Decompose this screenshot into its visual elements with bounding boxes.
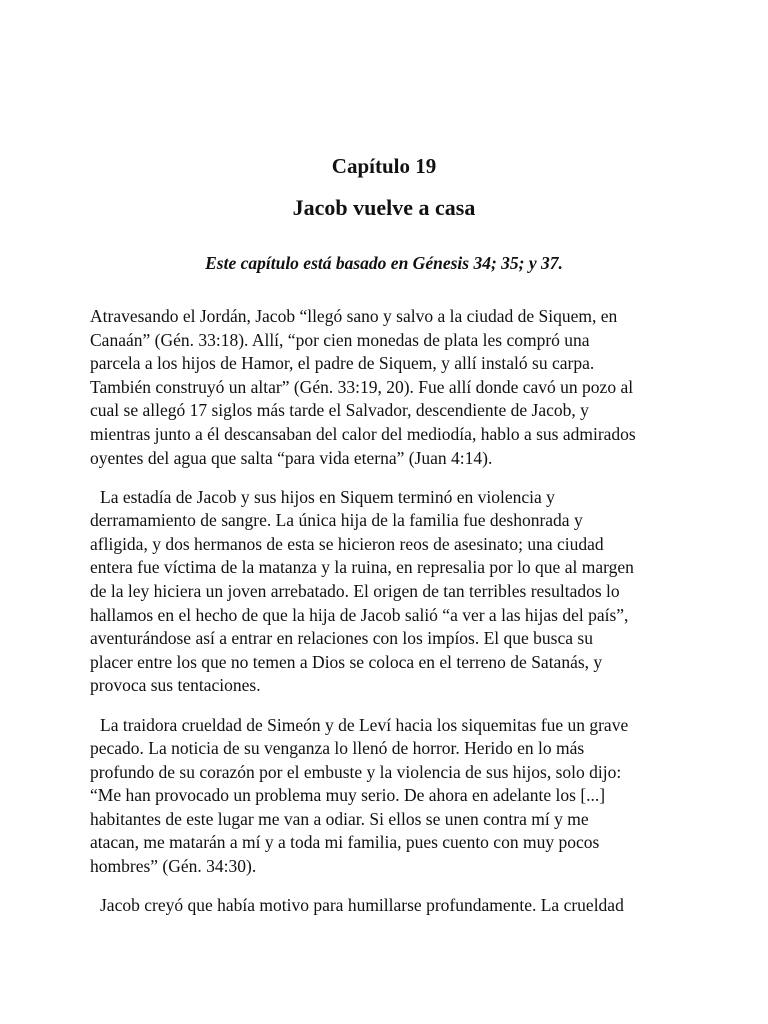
- body-text: [90, 305, 690, 933]
- text-line: placer entre los que no temen a Dios se coloca en el terreno de Satanás, y: [90, 651, 603, 672]
- text-line: hallamos en el hecho de que la hija de Jacob salió “a ver a las hijas del país”,: [90, 604, 629, 625]
- text-line: Jacob creyó que había motivo para humillarse profundamente. La crueldad: [100, 895, 624, 916]
- chapter-number: Capítulo 19: [331, 154, 437, 178]
- text-line: parcela a los hijos de Hamor, el padre de Siquem, y allí instaló su carpa.: [90, 353, 595, 374]
- paragraph-1: [90, 305, 690, 470]
- text-line: aventurándose así a entrar en relaciones con los impíos. El que busca su: [90, 628, 593, 649]
- text-line: cual se allegó 17 siglos más tarde el Salvador, descendiente de Jacob, y: [90, 400, 589, 421]
- text-line: Atravesando el Jordán, Jacob “llegó sano y salvo a la ciudad de Siquem, en: [90, 306, 618, 326]
- text-line: mientras junto a él descansaban del calor del mediodía, hablo a sus admirados: [90, 423, 636, 444]
- text-line: derramamiento de sangre. La única hija de la familia fue deshonrada y: [90, 510, 583, 531]
- text-line: También construyó un altar” (Gén. 33:19, 20). Fue allí donde cavó un pozo al: [90, 376, 634, 397]
- paragraph-2: [90, 486, 690, 698]
- text-line: Canaán” (Gén. 33:18). Allí, “por cien monedas de plata les compró una: [90, 329, 590, 350]
- text-line: entera fue víctima de la matanza y la ruina, en represalia por lo que al margen: [90, 557, 634, 578]
- text-line: La estadía de Jacob y sus hijos en Siquem terminó en violencia y: [100, 486, 555, 507]
- text-line: afligida, y dos hermanos de esta se hicieron reos de asesinato; una ciudad: [90, 533, 604, 554]
- text-line: habitantes de este lugar me van a odiar. Si ellos se unen contra mí y me: [90, 808, 589, 829]
- paragraph-4: [90, 894, 690, 918]
- text-line: profundo de su corazón por el embuste y la violencia de sus hijos, solo dijo:: [90, 761, 622, 782]
- text-line: pecado. La noticia de su venganza lo llenó de horror. Herido en lo más: [90, 738, 585, 759]
- chapter-title: Jacob vuelve a casa: [292, 195, 476, 220]
- text-line: “Me han provocado un problema muy serio. De ahora en adelante los [...]: [90, 785, 606, 806]
- text-line: de la ley hiciera un joven arrebatado. El origen de tan terribles resultados lo: [90, 581, 620, 602]
- text-line: hombres” (Gén. 34:30).: [90, 856, 257, 877]
- text-line: atacan, me matarán a mí y a toda mi familia, pues cuento con muy pocos: [90, 832, 600, 853]
- chapter-subtitle: Este capítulo está basado en Génesis 34; 35; y 37.: [205, 253, 563, 273]
- text-line: oyentes del agua que salta “para vida eterna” (Juan 4:14).: [90, 447, 493, 468]
- paragraph-3: [90, 714, 690, 879]
- text-line: provoca sus tentaciones.: [90, 675, 261, 696]
- text-line: La traidora crueldad de Simeón y de Leví hacia los siquemitas fue un grave: [100, 714, 629, 735]
